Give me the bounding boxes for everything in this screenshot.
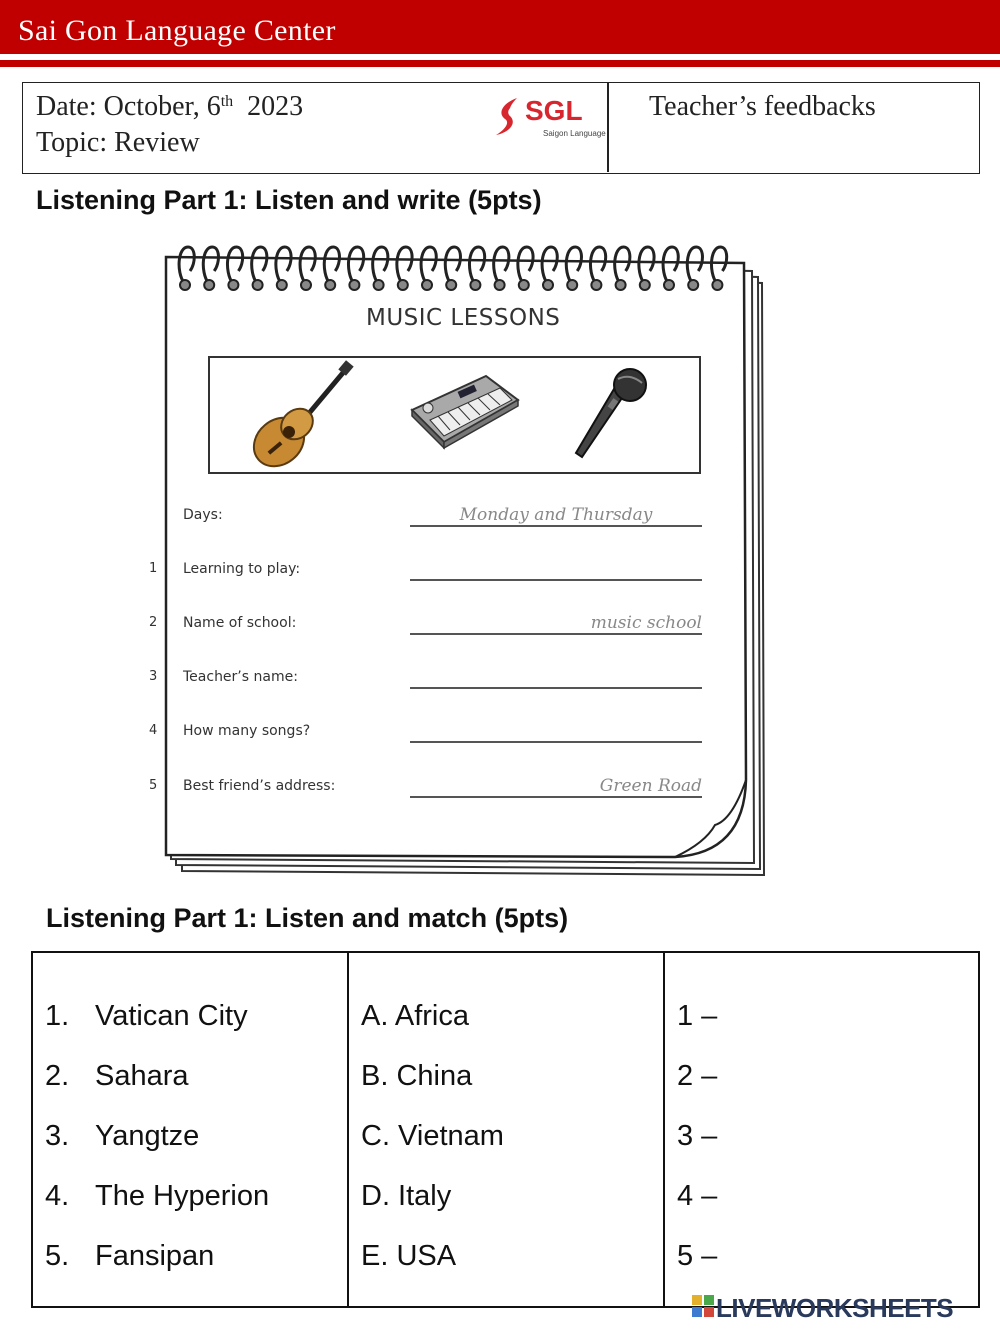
microphone-icon (568, 365, 658, 465)
column-divider (347, 953, 349, 1306)
spiral-hole (591, 280, 601, 290)
spiral-hole (301, 280, 311, 290)
spiral-ring (227, 247, 242, 283)
match-answer-slot[interactable]: 3 – (677, 1120, 718, 1152)
match-answer-slot[interactable]: 4 – (677, 1180, 718, 1212)
date-line (36, 91, 303, 123)
item-number: 2. (45, 1060, 70, 1092)
spiral-ring (421, 247, 436, 283)
spiral-ring (687, 247, 702, 283)
place-name: The Hyperion (95, 1180, 270, 1212)
question-number: 2 (149, 615, 158, 630)
spiral-hole (640, 280, 650, 290)
form-row (140, 721, 740, 751)
spiral-ring (615, 247, 630, 283)
question-number: 3 (149, 669, 158, 684)
spiral-ring (252, 247, 267, 283)
spiral-hole (374, 280, 384, 290)
spiral-ring (542, 247, 557, 283)
spiral-hole (495, 280, 505, 290)
spiral-ring (348, 247, 363, 283)
match-table (31, 951, 980, 1308)
question-label: Teacher’s name: (183, 669, 298, 685)
spiral-ring (445, 247, 460, 283)
spiral-hole (325, 280, 335, 290)
spiral-ring (203, 247, 218, 283)
form-row (140, 505, 740, 535)
spiral-ring (663, 247, 678, 283)
spiral-ring (494, 247, 509, 283)
info-box (22, 82, 980, 174)
spiral-hole (180, 280, 190, 290)
question-label: How many songs? (183, 723, 311, 739)
answer-field[interactable] (410, 667, 702, 689)
country-option: C. Vietnam (361, 1120, 504, 1152)
country-option: E. USA (361, 1240, 457, 1272)
spiral-ring (639, 247, 654, 283)
country-option: A. Africa (361, 1000, 469, 1032)
answer-field[interactable]: Green Road (410, 776, 702, 798)
country-option: B. China (361, 1060, 473, 1092)
match-answer-slot[interactable]: 1 – (677, 1000, 718, 1032)
question-number: 4 (149, 723, 158, 738)
date-year: 2023 (247, 91, 304, 122)
form-row (140, 776, 740, 806)
spiral-ring (469, 247, 484, 283)
answer-field[interactable] (410, 721, 702, 743)
question-label: Days: (183, 507, 223, 523)
place-name: Sahara (95, 1060, 189, 1092)
spiral-hole (688, 280, 698, 290)
logo-subtitle: Saigon Language (543, 129, 606, 138)
spiral-hole (253, 280, 263, 290)
spiral-hole (567, 280, 577, 290)
spiral-ring (566, 247, 581, 283)
question-label: Name of school: (183, 615, 297, 631)
answer-field[interactable]: Monday and Thursday (410, 505, 702, 527)
guitar-icon (245, 360, 355, 470)
spiral-ring (276, 247, 291, 283)
date-prefix: Date: October, 6 (36, 91, 221, 122)
question-label: Best friend’s address: (183, 778, 336, 794)
spiral-hole (446, 280, 456, 290)
answer-field[interactable] (410, 559, 702, 581)
part2-heading: Listening Part 1: Listen and match (5pts) (46, 903, 569, 933)
question-number: 5 (149, 778, 158, 793)
form-row (140, 613, 740, 643)
topic-line: Topic: Review (36, 127, 200, 158)
spiral-ring (518, 247, 533, 283)
item-number: 1. (45, 1000, 70, 1032)
spiral-hole (616, 280, 626, 290)
spiral-hole (519, 280, 529, 290)
header-rule (0, 60, 1000, 67)
question-number: 1 (149, 561, 158, 576)
spiral-hole (712, 280, 722, 290)
item-number: 3. (45, 1120, 70, 1152)
spiral-ring (300, 247, 315, 283)
logo-text: SGL (525, 95, 583, 126)
notebook-title: MUSIC LESSONS (366, 305, 561, 331)
spiral-ring (397, 247, 412, 283)
spiral-ring (590, 247, 605, 283)
spiral-ring (711, 247, 726, 283)
info-divider (607, 83, 609, 172)
place-name: Fansipan (95, 1240, 215, 1272)
spiral-hole (543, 280, 553, 290)
country-option: D. Italy (361, 1180, 452, 1212)
place-name: Yangtze (95, 1120, 200, 1152)
spiral-hole (204, 280, 214, 290)
match-answer-slot[interactable]: 5 – (677, 1240, 718, 1272)
spiral-ring (179, 247, 194, 283)
spiral-ring (373, 247, 388, 283)
center-name: Sai Gon Language Center (18, 14, 336, 47)
spiral-hole (277, 280, 287, 290)
spiral-binding (170, 241, 770, 301)
keyboard-icon (408, 370, 523, 450)
sgl-logo (493, 93, 605, 143)
teacher-feedback-label: Teacher’s feedbacks (649, 91, 876, 122)
music-lessons-notebook (140, 235, 780, 885)
watermark-text: LIVEWORKSHEETS (716, 1293, 954, 1323)
spiral-hole (422, 280, 432, 290)
form-row (140, 667, 740, 697)
spiral-hole (664, 280, 674, 290)
date-suffix: th (220, 93, 234, 110)
form-row (140, 559, 740, 589)
spiral-hole (349, 280, 359, 290)
part1-heading: Listening Part 1: Listen and write (5pts) (36, 185, 542, 215)
match-answer-slot[interactable]: 2 – (677, 1060, 718, 1092)
sgl-logo-mark-icon (493, 95, 527, 141)
liveworksheets-logo-icon (692, 1295, 716, 1321)
spiral-hole (470, 280, 480, 290)
spiral-hole (228, 280, 238, 290)
question-label: Learning to play: (183, 561, 301, 577)
spiral-hole (398, 280, 408, 290)
place-name: Vatican City (95, 1000, 248, 1032)
header-banner (0, 0, 1000, 54)
item-number: 5. (45, 1240, 70, 1272)
item-number: 4. (45, 1180, 70, 1212)
spiral-ring (324, 247, 339, 283)
column-divider (663, 953, 665, 1306)
answer-field[interactable]: music school (410, 613, 702, 635)
